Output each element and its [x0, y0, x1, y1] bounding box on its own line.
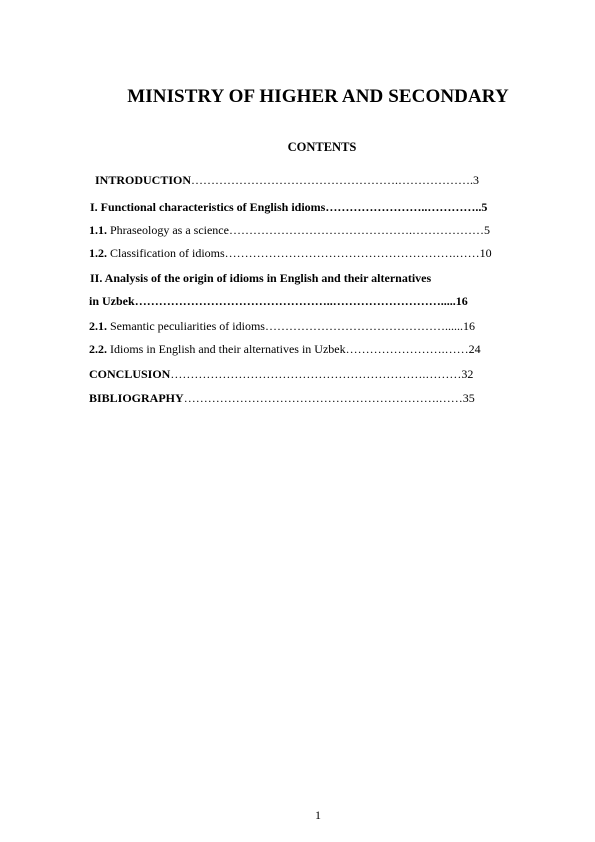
toc-entry-2-2: [89, 341, 481, 357]
toc-entry-label: Idioms in English and their alternatives in Uzbek: [107, 342, 346, 356]
toc-entry-label: Semantic peculiarities of idioms: [107, 319, 265, 333]
toc-entry-page: 24: [468, 342, 481, 356]
toc-entry-page: 16: [462, 319, 475, 333]
toc-entry-label: INTRODUCTION: [95, 173, 192, 187]
toc-entry-chapter-2-line-2: [89, 293, 468, 309]
toc-entry-number: 1.2.: [89, 246, 107, 260]
toc-entry-leader: ………………………………………………….……: [224, 246, 480, 260]
toc-entry-page: 10: [479, 246, 492, 260]
toc-entry-conclusion: [89, 366, 473, 382]
toc-entry-label: Phraseology as a science: [107, 223, 229, 237]
toc-entry-leader: ……………………………………………………….………: [170, 367, 462, 381]
contents-heading: CONTENTS: [287, 140, 357, 154]
toc-entry-leader: …………………….……: [345, 342, 469, 356]
toc-entry-page: 16: [455, 294, 468, 308]
page-number: 1: [315, 808, 321, 822]
toc-entry-leader: ………………………………………......: [264, 319, 463, 333]
toc-entry-chapter-1: [90, 199, 487, 215]
toc-entry-introduction: [95, 172, 479, 188]
toc-entry-page: 32: [461, 367, 474, 381]
toc-entry-label: CONCLUSION: [89, 367, 171, 381]
toc-entry-1-2: [89, 245, 492, 261]
toc-entry-2-1: [89, 318, 475, 334]
toc-entry-leader: ……………………………………….………………: [228, 223, 484, 237]
toc-entry-leader: …………………………………………….……………….: [191, 173, 474, 187]
toc-entry-leader: ……………………..…………..: [325, 200, 482, 214]
toc-entry-number: 2.2.: [89, 342, 107, 356]
toc-entry-page: 3: [473, 173, 480, 187]
toc-entry-label: in Uzbek: [89, 294, 135, 308]
toc-entry-number: 1.1.: [89, 223, 107, 237]
toc-entry-label: I. Functional characteristics of English idioms: [90, 200, 326, 214]
toc-entry-page: 35: [462, 391, 475, 405]
toc-entry-bibliography: [89, 390, 475, 406]
toc-entry-label: II. Analysis of the origin of idioms in English and their alternatives: [90, 271, 432, 285]
toc-entry-leader: …………………………………………..……………………….....: [134, 294, 456, 308]
toc-entry-page: 5: [483, 223, 490, 237]
toc-entry-chapter-2-line-1: [90, 270, 431, 286]
toc-entry-number: 2.1.: [89, 319, 107, 333]
toc-entry-page: 5: [481, 200, 488, 214]
document-title: MINISTRY OF HIGHER AND SECONDARY: [127, 86, 509, 107]
toc-entry-label: Classification of idioms: [107, 246, 225, 260]
toc-entry-label: BIBLIOGRAPHY: [89, 391, 184, 405]
toc-entry-1-1: [89, 222, 490, 238]
toc-entry-leader: ……………………………………………………….……: [183, 391, 463, 405]
